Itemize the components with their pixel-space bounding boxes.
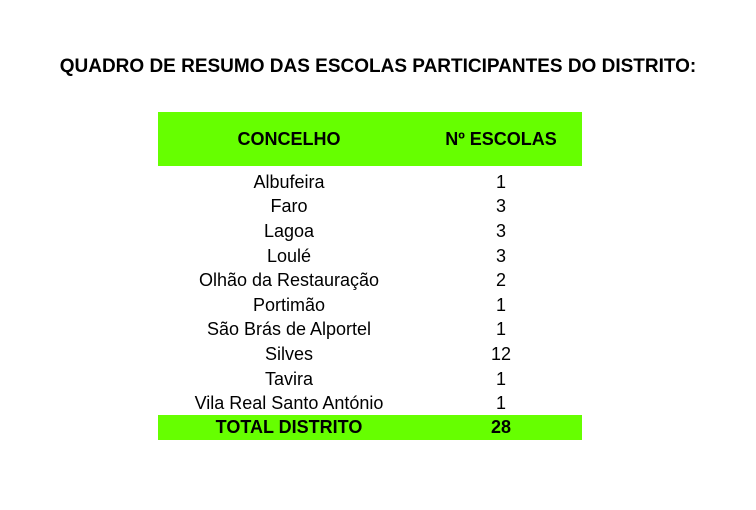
school-count: 1	[495, 294, 506, 315]
table-row	[158, 391, 582, 416]
school-count: 12	[490, 343, 512, 364]
school-count: 1	[495, 393, 506, 414]
table-row	[158, 244, 582, 269]
school-count: 1	[495, 368, 506, 389]
table-row	[158, 219, 582, 244]
table-body	[158, 166, 582, 416]
table-row	[158, 342, 582, 367]
school-count: 1	[495, 319, 506, 340]
school-count: 2	[495, 270, 506, 291]
table-row	[158, 268, 582, 293]
concelho-name: Vila Real Santo António	[194, 393, 384, 414]
concelho-name: Lagoa	[263, 220, 315, 241]
header-num-escolas: Nº ESCOLAS	[445, 128, 557, 149]
total-row	[158, 415, 582, 440]
school-count: 1	[495, 171, 506, 192]
table-header-row	[158, 112, 582, 166]
school-count: 3	[495, 220, 506, 241]
concelho-name: Tavira	[264, 368, 313, 389]
total-count: 28	[490, 416, 512, 437]
table-row	[158, 195, 582, 220]
concelho-name: Faro	[270, 196, 308, 217]
table-row	[158, 367, 582, 392]
table-row	[158, 293, 582, 318]
concelho-name: São Brás de Alportel	[206, 319, 372, 340]
concelho-name: Olhão da Restauração	[198, 270, 380, 291]
concelho-name: Loulé	[266, 245, 312, 266]
table-row	[158, 170, 582, 195]
concelho-name: Albufeira	[253, 171, 325, 192]
school-count: 3	[495, 196, 506, 217]
school-count: 3	[495, 245, 506, 266]
concelho-name: Portimão	[252, 294, 326, 315]
table-row	[158, 318, 582, 343]
concelho-name: Silves	[264, 343, 313, 364]
header-concelho: CONCELHO	[237, 128, 341, 149]
summary-table	[158, 112, 582, 440]
page-title: QUADRO DE RESUMO DAS ESCOLAS PARTICIPANTES DO DISTRITO:	[59, 56, 697, 77]
total-label: TOTAL DISTRITO	[215, 416, 363, 437]
